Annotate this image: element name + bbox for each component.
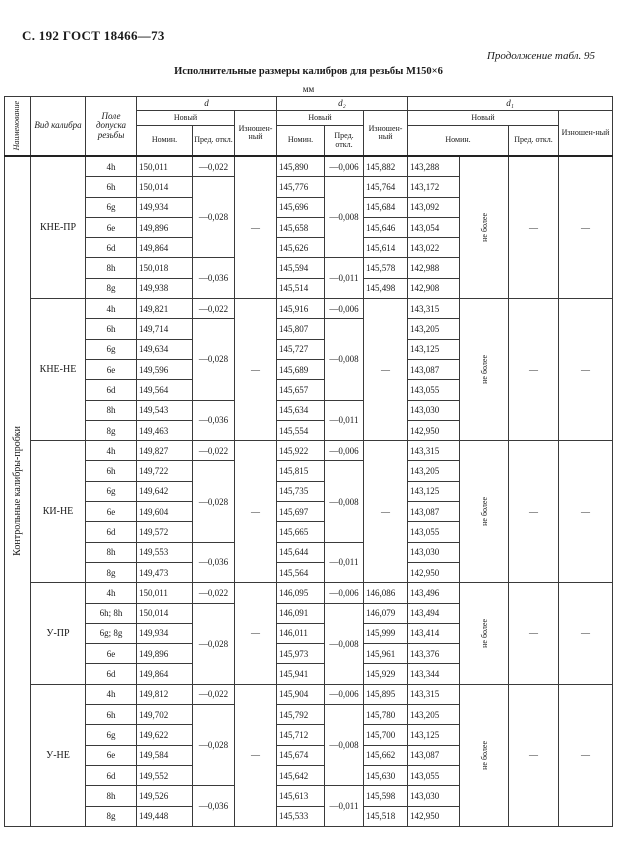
d-nominal: 149,572 [137, 522, 193, 542]
table-row [5, 299, 613, 319]
d2-nominal: 145,904 [277, 684, 325, 704]
d1-nominal: 143,315 [408, 684, 460, 704]
d-nominal: 149,934 [137, 623, 193, 643]
d1-nominal: 143,030 [408, 786, 460, 806]
calibre-type: У-ПР [31, 583, 86, 684]
d-nominal: 149,722 [137, 461, 193, 481]
d1-nominal: 143,087 [408, 745, 460, 765]
d-deviation: —0,036 [193, 786, 235, 827]
tolerance-field: 6d [86, 380, 137, 400]
d2-worn: 145,614 [364, 238, 408, 258]
header-d2-nomin: Номин. [277, 126, 325, 157]
unit-label: мм [302, 84, 315, 94]
d1-nominal: 143,376 [408, 644, 460, 664]
d-deviation: —0,028 [193, 461, 235, 542]
d2-nominal: 145,776 [277, 177, 325, 197]
tolerance-field: 6g [86, 339, 137, 359]
d-worn-dash: — [235, 583, 277, 684]
d-nominal: 149,714 [137, 319, 193, 339]
d-nominal: 149,553 [137, 542, 193, 562]
d1-nominal: 143,496 [408, 583, 460, 603]
table-continuation-note: Продолжение табл. 95 [486, 50, 595, 62]
ne-bolee-text: не более [479, 355, 489, 385]
tolerance-field: 8h [86, 258, 137, 278]
d2-nominal: 145,594 [277, 258, 325, 278]
d-deviation: —0,022 [193, 156, 235, 177]
d2-nominal: 145,644 [277, 542, 325, 562]
header-d2: d₂ [277, 97, 408, 111]
d2-nominal: 145,807 [277, 319, 325, 339]
d-nominal: 149,827 [137, 441, 193, 461]
d2-nominal: 145,890 [277, 156, 325, 177]
d2-nominal: 145,674 [277, 745, 325, 765]
header-d1-nomin: Номин. [408, 126, 509, 157]
d2-nominal: 146,091 [277, 603, 325, 623]
tolerance-field: 4h [86, 583, 137, 603]
d1-nominal: 142,908 [408, 278, 460, 298]
d2-nominal: 145,689 [277, 359, 325, 379]
d2-nominal: 145,697 [277, 502, 325, 522]
d2-worn: 145,895 [364, 684, 408, 704]
d1-nominal: 143,172 [408, 177, 460, 197]
d1-nominal: 143,054 [408, 217, 460, 237]
d2-deviation: —0,006 [325, 299, 364, 319]
d2-deviation: —0,008 [325, 461, 364, 542]
d2-nominal: 145,712 [277, 725, 325, 745]
d-nominal: 149,564 [137, 380, 193, 400]
tolerance-field: 4h [86, 299, 137, 319]
ne-bolee-cell [460, 441, 509, 583]
d2-nominal: 145,696 [277, 197, 325, 217]
d2-worn: 145,764 [364, 177, 408, 197]
d2-worn: 145,961 [364, 644, 408, 664]
d2-deviation: —0,006 [325, 156, 364, 177]
d-nominal: 149,448 [137, 806, 193, 826]
table-body [5, 156, 613, 826]
d1-deviation-dash: — [509, 441, 559, 583]
tolerance-field: 6d [86, 522, 137, 542]
d-nominal: 150,011 [137, 156, 193, 177]
d2-nominal: 145,665 [277, 522, 325, 542]
tolerance-field: 6d [86, 238, 137, 258]
d-deviation: —0,036 [193, 542, 235, 583]
d1-nominal: 142,988 [408, 258, 460, 278]
d-nominal: 149,938 [137, 278, 193, 298]
d-nominal: 149,622 [137, 725, 193, 745]
d-nominal: 149,596 [137, 359, 193, 379]
d-deviation: —0,022 [193, 299, 235, 319]
d2-worn: 145,662 [364, 745, 408, 765]
calibre-type: У-НЕ [31, 684, 86, 826]
d-nominal: 149,552 [137, 765, 193, 785]
tolerance-field: 6e [86, 644, 137, 664]
d2-nominal: 145,941 [277, 664, 325, 684]
d2-deviation: —0,008 [325, 603, 364, 684]
d-deviation: —0,022 [193, 441, 235, 461]
d2-worn: 145,518 [364, 806, 408, 826]
d-nominal: 149,896 [137, 644, 193, 664]
d2-nominal: 145,727 [277, 339, 325, 359]
header-d-dev: Пред. откл. [193, 126, 235, 157]
header-d2-new: Новый [277, 111, 364, 126]
tolerance-field: 8g [86, 278, 137, 298]
header-vid-kalibra: Вид калибра [31, 97, 86, 157]
d2-nominal: 145,626 [277, 238, 325, 258]
d1-nominal: 143,030 [408, 542, 460, 562]
d-deviation: —0,028 [193, 705, 235, 786]
d1-deviation-dash: — [509, 156, 559, 299]
d2-worn: 145,630 [364, 765, 408, 785]
d-nominal: 150,011 [137, 583, 193, 603]
tolerance-field: 6h; 8h [86, 603, 137, 623]
d1-nominal: 143,205 [408, 705, 460, 725]
tolerance-field: 6e [86, 217, 137, 237]
d2-nominal: 145,642 [277, 765, 325, 785]
d1-worn-dash: — [559, 583, 613, 684]
d2-deviation: —0,008 [325, 319, 364, 400]
d1-deviation-dash: — [509, 684, 559, 826]
tolerance-field: 6g [86, 481, 137, 501]
header-d1-worn: Изношен-ный [559, 111, 613, 157]
d2-nominal: 145,564 [277, 562, 325, 582]
tolerance-field: 4h [86, 156, 137, 177]
d2-worn: 145,999 [364, 623, 408, 643]
d-nominal: 150,014 [137, 603, 193, 623]
d-nominal: 149,543 [137, 400, 193, 420]
ne-bolee-cell [460, 299, 509, 441]
page-header: С. 192 ГОСТ 18466—73 [22, 28, 165, 43]
d-worn-dash: — [235, 441, 277, 583]
d1-nominal: 143,087 [408, 359, 460, 379]
d2-nominal: 145,658 [277, 217, 325, 237]
ne-bolee-cell [460, 156, 509, 299]
d1-worn-dash: — [559, 156, 613, 299]
d2-worn: 145,578 [364, 258, 408, 278]
table-title: Исполнительные размеры калибров для резьбы М150×6 [174, 66, 443, 77]
d1-nominal: 142,950 [408, 806, 460, 826]
d-worn-dash: — [235, 684, 277, 826]
tolerance-field: 6h [86, 461, 137, 481]
header-naimenovanie: Наименование [5, 97, 31, 157]
tolerance-field: 8h [86, 786, 137, 806]
ne-bolee-text: не более [479, 213, 489, 242]
d2-deviation: —0,011 [325, 400, 364, 441]
header-d-nomin: Номин. [137, 126, 193, 157]
d2-nominal: 145,514 [277, 278, 325, 298]
table-row [5, 684, 613, 704]
table-row [5, 441, 613, 461]
d2-nominal: 145,922 [277, 441, 325, 461]
ne-bolee-text: не более [479, 497, 489, 527]
tolerance-field: 6e [86, 359, 137, 379]
group-label-text: Контрольные калибры-пробки [12, 426, 23, 557]
d1-nominal: 143,030 [408, 400, 460, 420]
tolerance-field: 8g [86, 562, 137, 582]
d-deviation: —0,022 [193, 684, 235, 704]
d2-deviation: —0,011 [325, 786, 364, 827]
d2-deviation: —0,008 [325, 177, 364, 258]
header-d2-dev: Пред. откл. [325, 126, 364, 157]
table-row [5, 583, 613, 603]
header-d: d [137, 97, 277, 111]
d-deviation: —0,028 [193, 603, 235, 684]
tolerance-field: 6d [86, 664, 137, 684]
d-nominal: 149,642 [137, 481, 193, 501]
tolerance-field: 6h [86, 705, 137, 725]
d2-worn: 145,646 [364, 217, 408, 237]
d2-worn: 145,684 [364, 197, 408, 217]
d2-worn: 145,700 [364, 725, 408, 745]
header-d-new: Новый [137, 111, 235, 126]
d2-nominal: 145,815 [277, 461, 325, 481]
d1-deviation-dash: — [509, 299, 559, 441]
tolerance-field: 8g [86, 420, 137, 440]
d-nominal: 150,018 [137, 258, 193, 278]
d1-nominal: 143,205 [408, 319, 460, 339]
d1-nominal: 143,125 [408, 481, 460, 501]
d2-deviation: —0,011 [325, 542, 364, 583]
d1-worn-dash: — [559, 684, 613, 826]
group-label-kontrolnye [5, 156, 31, 826]
d1-deviation-dash: — [509, 583, 559, 684]
d1-nominal: 143,055 [408, 522, 460, 542]
d1-nominal: 143,315 [408, 441, 460, 461]
calibre-dimensions-table [4, 96, 613, 827]
d1-nominal: 143,315 [408, 299, 460, 319]
d-nominal: 149,812 [137, 684, 193, 704]
d2-deviation: —0,006 [325, 441, 364, 461]
d2-nominal: 145,613 [277, 786, 325, 806]
header-d2-worn: Изношен-ный [364, 111, 408, 157]
d-nominal: 149,821 [137, 299, 193, 319]
d-nominal: 149,604 [137, 502, 193, 522]
d2-nominal: 145,533 [277, 806, 325, 826]
d2-worn: 145,929 [364, 664, 408, 684]
d2-worn: 146,079 [364, 603, 408, 623]
d1-nominal: 143,205 [408, 461, 460, 481]
d1-nominal: 143,288 [408, 156, 460, 177]
tolerance-field: 4h [86, 441, 137, 461]
d-nominal: 150,014 [137, 177, 193, 197]
d1-nominal: 143,022 [408, 238, 460, 258]
d2-nominal: 145,554 [277, 420, 325, 440]
tolerance-field: 8h [86, 400, 137, 420]
header-pole-dopuska: Поле допуска резьбы [86, 97, 137, 157]
calibre-type: КНЕ-ПР [31, 156, 86, 299]
tolerance-field: 6g; 8g [86, 623, 137, 643]
d2-deviation: —0,011 [325, 258, 364, 299]
d-worn-dash: — [235, 299, 277, 441]
d2-nominal: 145,973 [277, 644, 325, 664]
d2-nominal: 145,634 [277, 400, 325, 420]
d-nominal: 149,864 [137, 238, 193, 258]
d2-worn: 145,598 [364, 786, 408, 806]
d2-nominal: 145,657 [277, 380, 325, 400]
d1-nominal: 143,092 [408, 197, 460, 217]
calibre-type: КИ-НЕ [31, 441, 86, 583]
d1-nominal: 143,494 [408, 603, 460, 623]
d-nominal: 149,896 [137, 217, 193, 237]
d1-nominal: 143,414 [408, 623, 460, 643]
tolerance-field: 6e [86, 502, 137, 522]
d2-nominal: 145,916 [277, 299, 325, 319]
ne-bolee-text: не более [479, 619, 489, 648]
d1-nominal: 143,055 [408, 765, 460, 785]
d-nominal: 149,473 [137, 562, 193, 582]
d2-nominal: 146,095 [277, 583, 325, 603]
header-d1: d₁ [408, 97, 613, 111]
header-d1-new: Новый [408, 111, 559, 126]
tolerance-field: 6e [86, 745, 137, 765]
d2-worn: 145,498 [364, 278, 408, 298]
d2-deviation: —0,006 [325, 583, 364, 603]
ne-bolee-text: не более [479, 740, 489, 770]
tolerance-field: 6g [86, 725, 137, 745]
d-nominal: 149,526 [137, 786, 193, 806]
d-deviation: —0,036 [193, 400, 235, 441]
d2-nominal: 145,792 [277, 705, 325, 725]
d-nominal: 149,864 [137, 664, 193, 684]
d1-nominal: 143,055 [408, 380, 460, 400]
d1-nominal: 143,125 [408, 725, 460, 745]
tolerance-field: 6h [86, 319, 137, 339]
d2-deviation: —0,008 [325, 705, 364, 786]
d1-worn-dash: — [559, 441, 613, 583]
tolerance-field: 8h [86, 542, 137, 562]
d-deviation: —0,028 [193, 177, 235, 258]
calibre-type: КНЕ-НЕ [31, 299, 86, 441]
d-nominal: 149,463 [137, 420, 193, 440]
tolerance-field: 6h [86, 177, 137, 197]
d-nominal: 149,702 [137, 705, 193, 725]
d1-nominal: 143,087 [408, 502, 460, 522]
table-row [5, 156, 613, 177]
d-worn-dash: — [235, 156, 277, 299]
tolerance-field: 4h [86, 684, 137, 704]
d2-worn-dash: — [364, 441, 408, 583]
ne-bolee-cell [460, 583, 509, 684]
d2-worn-dash: — [364, 299, 408, 441]
d1-nominal: 143,125 [408, 339, 460, 359]
d2-worn: 145,882 [364, 156, 408, 177]
d1-nominal: 143,344 [408, 664, 460, 684]
d1-nominal: 142,950 [408, 562, 460, 582]
header-d-worn: Изношен-ный [235, 111, 277, 157]
d-deviation: —0,036 [193, 258, 235, 299]
d2-nominal: 146,011 [277, 623, 325, 643]
tolerance-field: 8g [86, 806, 137, 826]
d2-deviation: —0,006 [325, 684, 364, 704]
tolerance-field: 6d [86, 765, 137, 785]
d-nominal: 149,634 [137, 339, 193, 359]
d-deviation: —0,028 [193, 319, 235, 400]
header-d1-dev: Пред. откл. [509, 126, 559, 157]
d-nominal: 149,934 [137, 197, 193, 217]
d2-worn: 145,780 [364, 705, 408, 725]
ne-bolee-cell [460, 684, 509, 826]
d-deviation: —0,022 [193, 583, 235, 603]
tolerance-field: 6g [86, 197, 137, 217]
d1-nominal: 142,950 [408, 420, 460, 440]
d-nominal: 149,584 [137, 745, 193, 765]
d2-nominal: 145,735 [277, 481, 325, 501]
d1-worn-dash: — [559, 299, 613, 441]
d2-worn: 146,086 [364, 583, 408, 603]
